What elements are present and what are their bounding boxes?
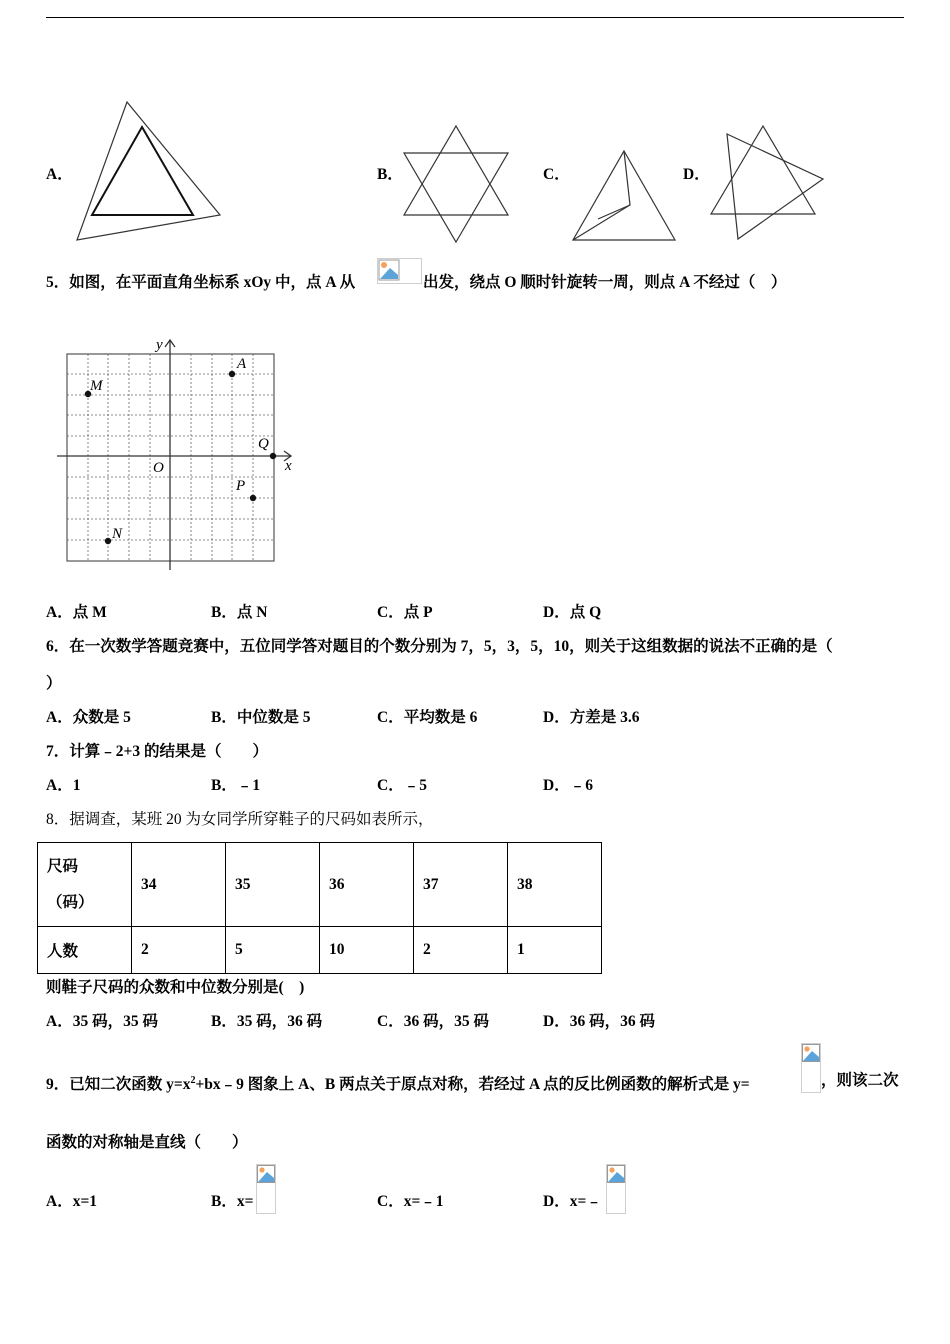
q6-option-c: C．平均数是 6 <box>377 709 478 726</box>
q9-option-d-image-placeholder <box>606 1164 626 1214</box>
q5-inline-image-placeholder <box>377 258 422 284</box>
y-axis-label: y <box>156 337 163 353</box>
q6-stem-line1: 6．在一次数学答题竞赛中，五位同学答对题目的个数分别为 7，5，3，5，10，则关于这组数据的说法不正确的是（ <box>46 638 833 655</box>
table-cell: 5 <box>226 927 320 974</box>
q5-option-d: D．点 Q <box>543 604 602 621</box>
q7-option-a: A．1 <box>46 777 81 794</box>
q8-stem: 8．据调查，某班 20 为女同学所穿鞋子的尺码如表所示， <box>46 811 434 828</box>
q9-stem-part2: +bx﹣9 图象上 A、B 两点关于原点对称，若经过 A 点的反比例函数的解析式是 y= <box>195 1076 750 1094</box>
q4-option-d-label: D． <box>683 166 710 183</box>
q8-question: 则鞋子尺码的众数和中位数分别是( ) <box>46 979 305 996</box>
q9-exponent: 2 <box>190 1075 196 1086</box>
q5-coordinate-grid-figure <box>55 335 300 575</box>
q6-option-d: D．方差是 3.6 <box>543 709 640 726</box>
q9-stem-part1: 9．已知二次函数 y=x <box>46 1076 191 1094</box>
q8-shoe-size-table <box>37 842 602 974</box>
q6-option-b: B．中位数是 5 <box>211 709 311 726</box>
q9-stem-part3: ，则该二次 <box>821 1072 899 1089</box>
q7-option-c: C．﹣5 <box>377 777 427 794</box>
size-header-line2: （码） <box>47 893 94 911</box>
table-cell: 34 <box>132 843 226 927</box>
q8-option-b: B．35 码，36 码 <box>211 1013 323 1030</box>
q4-figure-c <box>568 145 680 245</box>
q9-stem-line2: 函数的对称轴是直线（ ） <box>46 1134 248 1151</box>
q8-option-a: A．35 码，35 码 <box>46 1013 158 1030</box>
point-q-label: Q <box>258 436 269 452</box>
table-header-cell: 人数 <box>38 927 132 974</box>
table-cell: 2 <box>132 927 226 974</box>
header-rule <box>46 17 904 18</box>
point-a-label: A <box>237 356 247 372</box>
q9-option-b: B．x= <box>211 1193 254 1210</box>
table-header-cell <box>38 843 132 927</box>
q4-figure-a <box>70 95 230 245</box>
q4-option-b-label: B． <box>377 166 403 183</box>
x-axis-label: x <box>285 458 292 474</box>
table-cell: 37 <box>414 843 508 927</box>
q9-option-b-image-placeholder <box>256 1164 276 1214</box>
q7-option-d: D．﹣6 <box>543 777 593 794</box>
table-cell: 35 <box>226 843 320 927</box>
point-n-label: N <box>112 526 123 542</box>
q6-option-a: A．众数是 5 <box>46 709 131 726</box>
q4-figure-d <box>705 120 830 245</box>
table-row <box>38 927 602 974</box>
broken-image-icon <box>607 1165 625 1183</box>
table-cell: 38 <box>508 843 602 927</box>
q5-stem-after: 出发，绕点 O 顺时针旋转一周，则点 A 不经过（ ） <box>423 274 787 291</box>
q8-option-c: C．36 码，35 码 <box>377 1013 489 1030</box>
q5-option-c: C．点 P <box>377 604 433 621</box>
broken-image-icon <box>257 1165 275 1183</box>
q9-stem-line1 <box>46 1071 750 1095</box>
point-p-label: P <box>236 478 246 494</box>
table-cell: 2 <box>414 927 508 974</box>
table-cell: 10 <box>320 927 414 974</box>
q7-option-b: B．﹣1 <box>211 777 261 794</box>
table-row <box>38 843 602 927</box>
q4-option-c-label: C． <box>543 166 570 183</box>
q7-stem: 7．计算﹣2+3 的结果是（ ） <box>46 743 268 760</box>
q6-stem-line2: ） <box>46 675 62 692</box>
point-m-label: M <box>90 378 103 394</box>
q4-option-a-label: A． <box>46 166 73 183</box>
q9-option-d: D．x=﹣ <box>543 1193 602 1210</box>
q5-option-b: B．点 N <box>211 604 268 621</box>
q9-option-a: A．x=1 <box>46 1193 98 1210</box>
broken-image-icon <box>802 1044 820 1062</box>
table-cell: 1 <box>508 927 602 974</box>
broken-image-icon <box>378 259 400 281</box>
q5-option-a: A．点 M <box>46 604 107 621</box>
origin-label: O <box>153 460 164 476</box>
size-header-line1: 尺码 <box>47 857 79 875</box>
q4-figure-b <box>400 122 512 246</box>
q9-fraction-image-placeholder <box>801 1043 821 1093</box>
q9-option-c: C．x=﹣1 <box>377 1193 444 1210</box>
q5-stem-before: 5．如图，在平面直角坐标系 xOy 中，点 A 从 <box>46 274 356 291</box>
q8-option-d: D．36 码，36 码 <box>543 1013 655 1030</box>
table-cell: 36 <box>320 843 414 927</box>
